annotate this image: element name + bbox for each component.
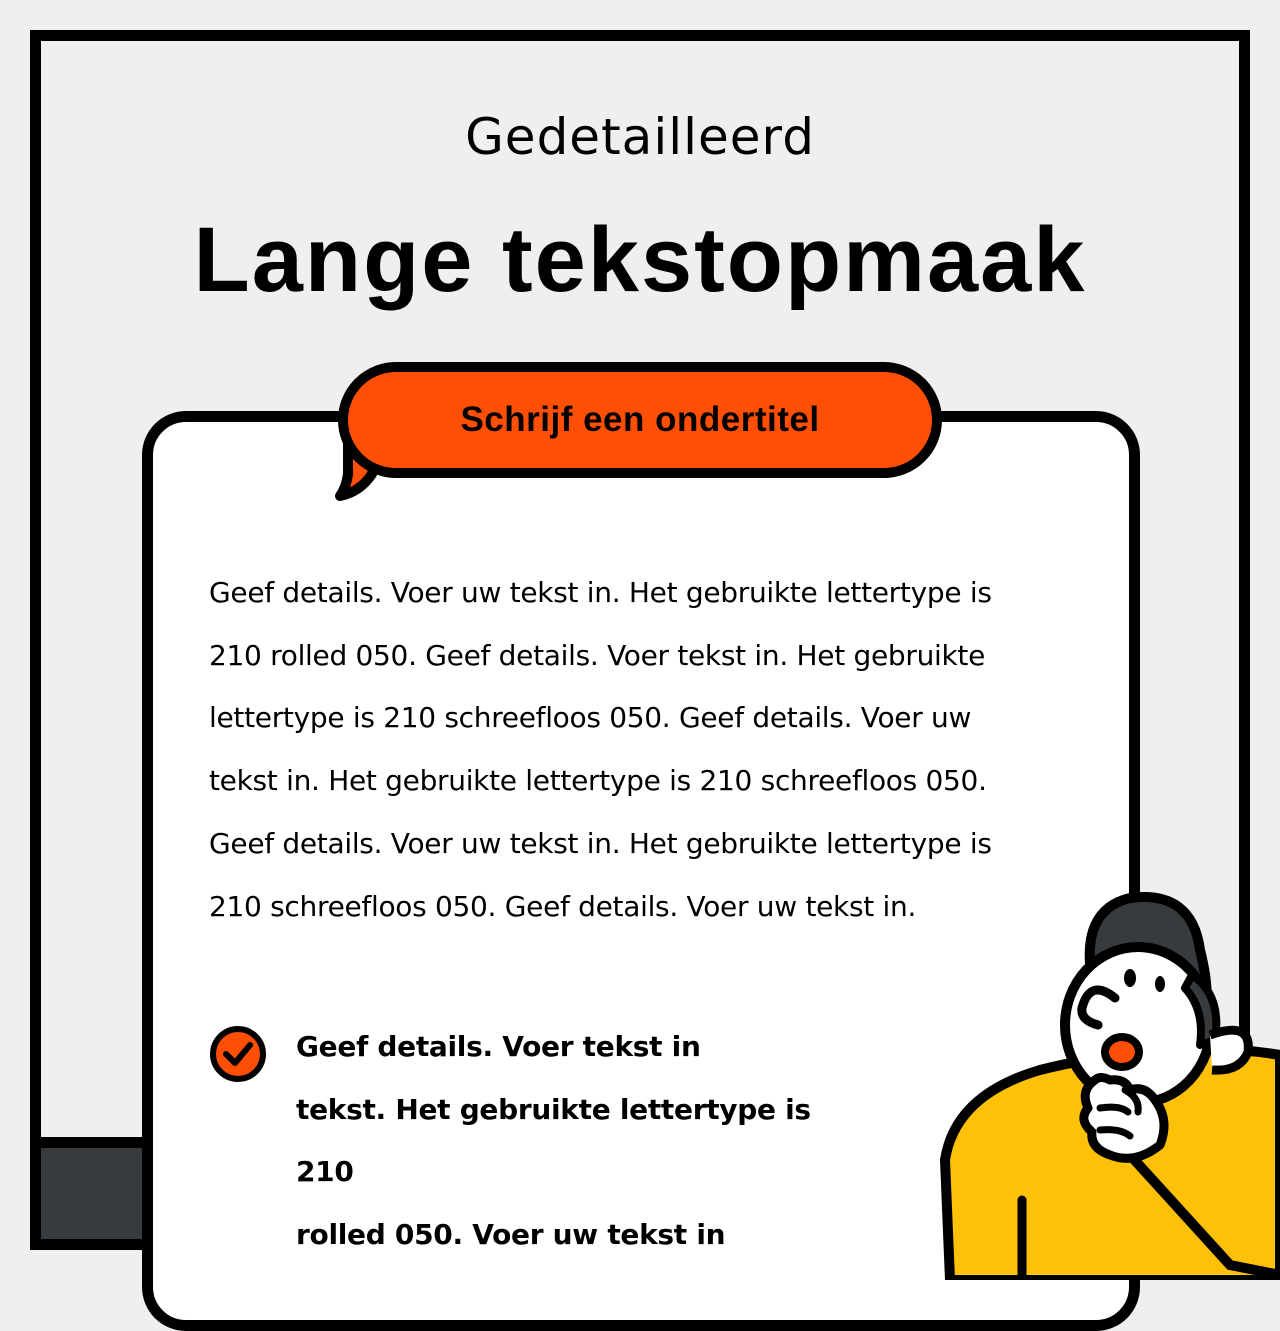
page-title: Lange tekstopmaak xyxy=(193,209,1087,311)
body-line: 210 rolled 050. Geef details. Voer tekst in. Het gebruikte xyxy=(209,638,986,672)
body-line: Geef details. Voer uw tekst in. Het gebruikte lettertype is xyxy=(209,576,992,609)
thinking-person-icon xyxy=(930,880,1280,1280)
checklist-line: Geef details. Voer tekst in xyxy=(296,1030,701,1063)
check-circle-icon xyxy=(208,1024,268,1084)
checklist-line: rolled 050. Voer uw tekst in xyxy=(296,1218,726,1252)
body-line: 210 schreefloos 050. Geef details. Voer uw tekst in. xyxy=(209,889,917,923)
body-line: tekst in. Het gebruikte lettertype is 210 schreefloos 050. xyxy=(209,764,987,798)
subtitle-text: Schrijf een ondertitel xyxy=(460,400,820,439)
kicker-text: Gedetailleerd xyxy=(465,108,815,166)
checklist-line: tekst. Het gebruikte lettertype is 210 xyxy=(296,1092,811,1189)
subtitle-bubble xyxy=(338,362,942,478)
body-line: lettertype is 210 schreefloos 050. Geef details. Voer uw xyxy=(209,701,972,735)
body-line: Geef details. Voer uw tekst in. Het gebruikte lettertype is xyxy=(209,826,992,860)
checklist-text xyxy=(296,1016,876,1267)
